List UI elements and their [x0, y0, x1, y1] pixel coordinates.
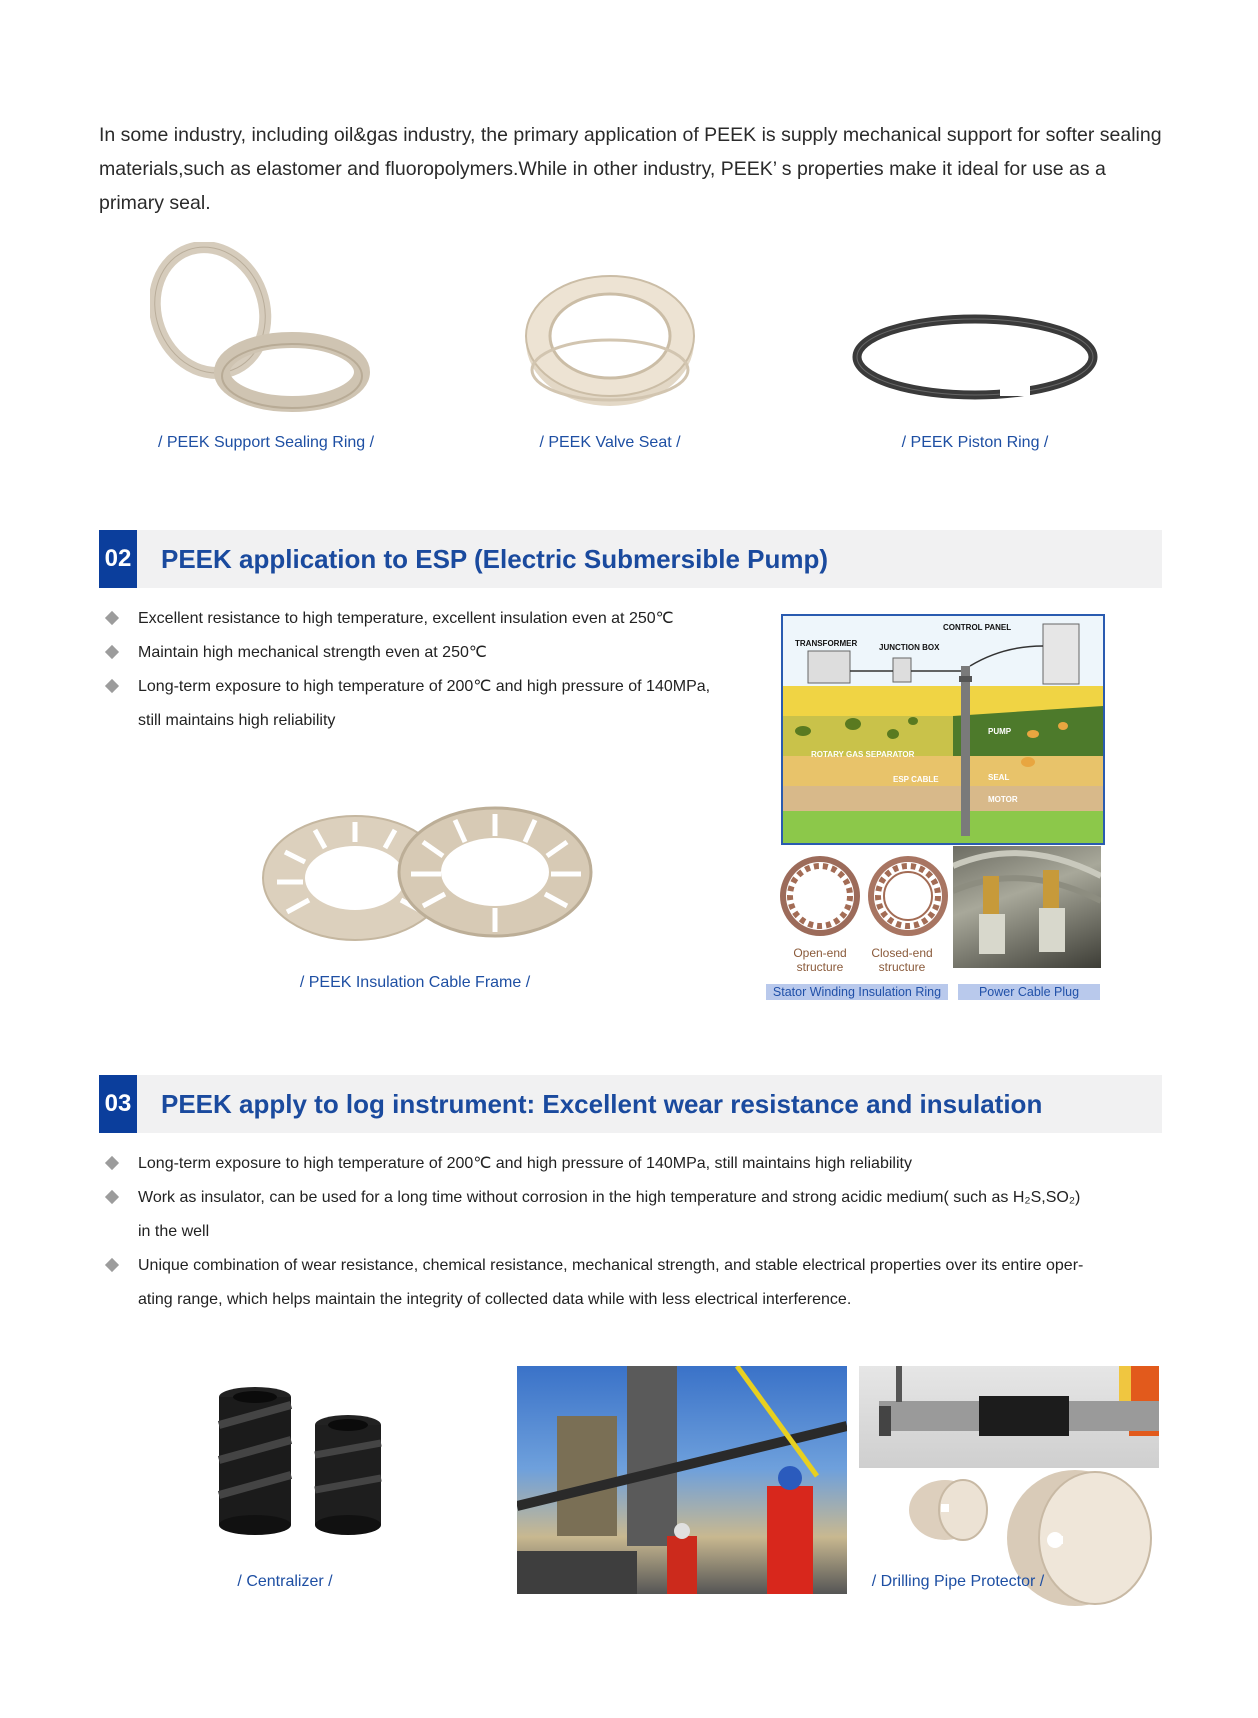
- open-end-caption: Open-end structure: [793, 946, 847, 974]
- intro-paragraph: In some industry, including oil&gas industry, the primary application of PEEK is supply mechanical support for softer sealing materials,such as elastomer and fluoropolymers.While in other industry, PEEK’ s properties make it ideal for use as a primary seal.: [99, 124, 1162, 214]
- bullet-item: Long-term exposure to high temperature of 200℃ and high pressure of 140MPa, still maintains high reliability: [100, 1147, 1180, 1181]
- section-03-bullets: [100, 1147, 1180, 1317]
- diagram-label-cable: ESP CABLE: [893, 775, 939, 784]
- power-cable-plug-image: [953, 846, 1101, 968]
- esp-diagram: [781, 614, 1105, 845]
- diagram-label-transformer: TRANSFORMER: [795, 639, 858, 648]
- open-end-ring-image: [776, 852, 864, 940]
- bullet-item: Work as insulator, can be used for a long time without corrosion in the high temperature and strong acidic medium( such as H₂S,SO₂): [100, 1181, 1180, 1215]
- support-sealing-ring-image: [150, 242, 390, 422]
- diamond-bullet-icon: [105, 1190, 119, 1204]
- insulation-cable-frame-image: [255, 802, 605, 952]
- section-02-bullets: [100, 602, 780, 738]
- bullet-item: Unique combination of wear resistance, chemical resistance, mechanical strength, and stable electrical properties over its entire oper-: [100, 1249, 1180, 1283]
- diagram-label-motor: MOTOR: [988, 795, 1018, 804]
- diagram-label-junction-box: JUNCTION BOX: [879, 643, 940, 652]
- diagram-label-pump: PUMP: [988, 727, 1012, 736]
- closed-end-ring-image: [864, 852, 952, 940]
- bullet-item: Excellent resistance to high temperature, excellent insulation even at 250℃: [100, 602, 780, 636]
- centralizer-image: [195, 1385, 405, 1545]
- diamond-bullet-icon: [105, 679, 119, 693]
- diamond-bullet-icon: [105, 1156, 119, 1170]
- caption-insulation-cable-frame: / PEEK Insulation Cable Frame /: [299, 974, 531, 991]
- power-cable-plug-label: Power Cable Plug: [958, 984, 1100, 1000]
- piston-ring-image: [850, 312, 1100, 412]
- logging-tool-photo: [859, 1366, 1159, 1468]
- section-03-title: PEEK apply to log instrument: Excellent wear resistance and insulation: [161, 1088, 1043, 1119]
- stator-ring-label: Stator Winding Insulation Ring: [766, 984, 948, 1000]
- bullet-item-continuation: still maintains high reliability: [138, 712, 336, 729]
- bullet-item: Maintain high mechanical strength even at 250℃: [100, 636, 780, 670]
- diagram-label-gas-separator: ROTARY GAS SEPARATOR: [811, 750, 915, 759]
- diamond-bullet-icon: [105, 645, 119, 659]
- bullet-item-continuation: ating range, which helps maintain the integrity of collected data while with less electrical interference.: [138, 1291, 852, 1308]
- diagram-label-seal: SEAL: [988, 773, 1010, 782]
- section-03-number: 03: [99, 1075, 137, 1133]
- section-02-title: PEEK application to ESP (Electric Submersible Pump): [161, 543, 829, 574]
- valve-seat-image: [520, 270, 700, 410]
- drilling-rig-photo: [517, 1366, 847, 1594]
- diagram-label-control-panel: CONTROL PANEL: [943, 623, 1012, 632]
- section-02-number: 02: [99, 530, 137, 588]
- diamond-bullet-icon: [105, 611, 119, 625]
- caption-piston-ring: / PEEK Piston Ring /: [901, 434, 1049, 451]
- caption-support-sealing-ring: / PEEK Support Sealing Ring /: [157, 434, 375, 451]
- caption-drilling-pipe-protector: / Drilling Pipe Protector /: [871, 1573, 1045, 1590]
- bullet-item-continuation: in the well: [138, 1223, 210, 1240]
- bullet-item: Long-term exposure to high temperature of 200℃ and high pressure of 140MPa,: [100, 670, 780, 704]
- closed-end-caption: Closed-end structure: [871, 946, 933, 974]
- caption-centralizer: / Centralizer /: [237, 1573, 333, 1590]
- caption-valve-seat: / PEEK Valve Seat /: [539, 434, 681, 451]
- diamond-bullet-icon: [105, 1258, 119, 1272]
